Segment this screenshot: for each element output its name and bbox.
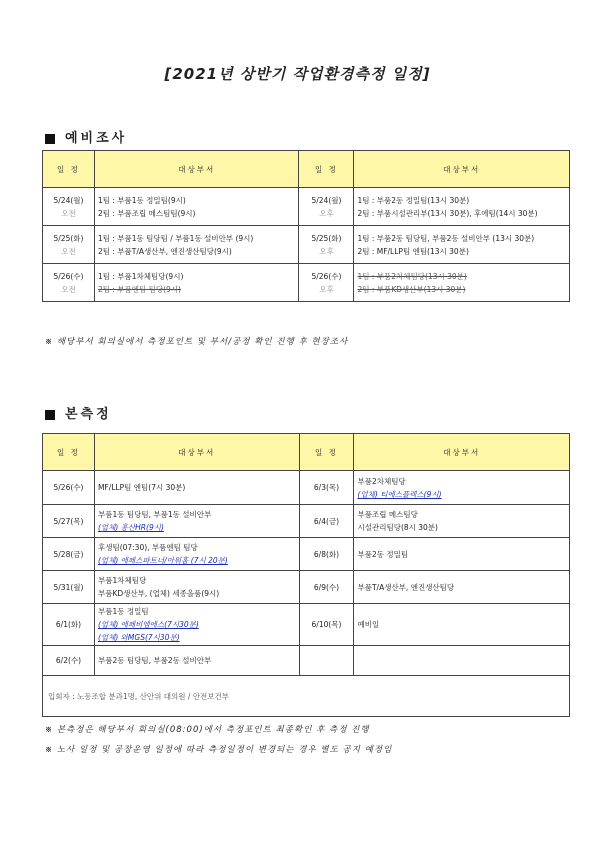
table-row bbox=[43, 604, 570, 646]
section-main-survey bbox=[45, 403, 112, 422]
table-row bbox=[43, 646, 570, 676]
dept-line: 후생팀(07:30), 부품엔팀 팀당 bbox=[97, 543, 198, 552]
dept-line: 부품2동 팀당팀, 부품2동 설비안부 bbox=[97, 656, 212, 665]
dept-line-vendor: (업체) 티에스플렉스(9시) bbox=[357, 489, 442, 499]
date-cell: 5/26(수) bbox=[311, 271, 342, 281]
note-pre-survey: ※ 해당부서 회의실에서 측정포인트 및 부서/공정 확인 진행 후 현장조사 bbox=[45, 337, 349, 347]
table-row bbox=[43, 571, 570, 604]
period-cell: 오후 bbox=[319, 284, 334, 294]
table-row bbox=[43, 505, 570, 538]
attendees-cell: 입회자 : 노동조합 분과1명, 산안위 대의원 / 안전보건부 bbox=[43, 676, 570, 717]
period-cell: 오전 bbox=[61, 284, 76, 294]
section-pre-survey-label: 예비조사 bbox=[65, 131, 128, 146]
period-cell: 오전 bbox=[61, 246, 76, 256]
header-dept-1: 대상부서 bbox=[94, 434, 299, 471]
date-cell: 6/8(화) bbox=[299, 538, 354, 571]
date-cell: 5/26(수) bbox=[53, 271, 84, 281]
date-cell: 5/28(금) bbox=[43, 538, 95, 571]
main-survey-table bbox=[42, 433, 570, 717]
period-cell: 오전 bbox=[61, 208, 76, 218]
table-row bbox=[43, 471, 570, 505]
dept-line-vendor: (업체) 에페스파트너/아워홈 (7시 20분) bbox=[97, 556, 228, 565]
dept-line: 2팀 : MF/LLP팀 엔팀(13시 30분) bbox=[357, 246, 469, 256]
attendees-row bbox=[43, 676, 570, 717]
dept-line: 1팀 : 부품1차체팀당(9시) bbox=[97, 271, 184, 281]
header-date-2: 일 정 bbox=[299, 434, 354, 471]
table-row bbox=[43, 538, 570, 571]
period-cell: 오후 bbox=[319, 208, 334, 218]
date-cell: 5/25(화) bbox=[53, 233, 84, 243]
dept-line-vendor: (업체) 홍산HR(9시) bbox=[97, 523, 164, 532]
note-schedule-change: ※ 노사 일정 및 공장운영 일정에 따라 측정일정이 변경되는 경우 별도 공지 예정임 bbox=[45, 745, 393, 755]
dept-line: 2팀 : 부품KD생산부(13시 30분) bbox=[357, 284, 466, 294]
dept-line: 부품1동 정밀팀 bbox=[97, 607, 149, 616]
date-cell: 5/24(월) bbox=[53, 195, 84, 205]
dept-line: 부품T/A생산부, 엔진생산팀당 bbox=[357, 582, 455, 592]
table-row bbox=[43, 226, 570, 264]
dept-line: 예비일 bbox=[357, 620, 380, 629]
dept-line-vendor: (업체) 와MGS(7시30분) bbox=[97, 633, 180, 642]
table-header-row bbox=[43, 434, 570, 471]
header-date-2: 일 정 bbox=[299, 151, 354, 188]
header-date-1: 일 정 bbox=[43, 434, 95, 471]
section-main-survey-label: 본측정 bbox=[65, 407, 112, 422]
note-main-survey: ※ 본측정은 해당부서 회의실(08:00)에서 측정포인트 최종확인 후 측정 진행 bbox=[45, 725, 370, 735]
dept-line-vendor: (업체) 에페비엠에스(7시30분) bbox=[97, 620, 199, 629]
dept-line: 1팀 : 부품2동 팀당팀, 부품2동 설비안부 (13시 30분) bbox=[357, 233, 535, 243]
pre-survey-table bbox=[42, 150, 570, 302]
dept-line bbox=[354, 646, 570, 676]
dept-line: MF/LLP팀 엔팀(7시 30분) bbox=[97, 483, 186, 492]
dept-line: 부품2동 정밀팀 bbox=[357, 549, 409, 559]
dept-line: 2팀 : 부품T/A생산부, 엔진생산팀당(9시) bbox=[97, 246, 232, 256]
dept-line: 2팀 : 부품조립 메스팀팀(9시) bbox=[97, 208, 196, 218]
header-dept-1: 대상부서 bbox=[94, 151, 299, 188]
page-title: [2021년 상반기 작업환경측정 일정] bbox=[164, 65, 431, 83]
date-cell: 6/9(수) bbox=[299, 571, 354, 604]
square-bullet-icon bbox=[45, 134, 55, 144]
header-dept-2: 대상부서 bbox=[354, 434, 570, 471]
table-header-row bbox=[43, 151, 570, 188]
period-cell: 오후 bbox=[319, 246, 334, 256]
dept-line: 시설관리팀당(8시 30분) bbox=[357, 523, 438, 532]
date-cell: 5/26(수) bbox=[43, 471, 95, 505]
date-cell: 5/25(화) bbox=[311, 233, 342, 243]
dept-line: 부품KD생산부, (업체) 세종올품(9시) bbox=[97, 589, 220, 598]
header-date-1: 일 정 bbox=[43, 151, 95, 188]
date-cell: 5/27(목) bbox=[43, 505, 95, 538]
date-cell: 6/3(목) bbox=[299, 471, 354, 505]
dept-line: 부품조립 메스팀당 bbox=[357, 510, 418, 519]
dept-line: 부품1동 팀당팀, 부품1동 설비안부 bbox=[97, 510, 212, 519]
date-cell: 6/10(목) bbox=[299, 604, 354, 646]
dept-line: 부품1차체팀당 bbox=[97, 576, 147, 585]
dept-line: 1팀 : 부품1동 정밀팀(9시) bbox=[97, 195, 186, 205]
date-cell: 6/4(금) bbox=[299, 505, 354, 538]
table-row bbox=[43, 188, 570, 226]
date-cell: 5/24(월) bbox=[311, 195, 342, 205]
header-dept-2: 대상부서 bbox=[354, 151, 570, 188]
dept-line: 1팀 : 부품2동 정밀팀(13시 30분) bbox=[357, 195, 470, 205]
dept-line: 2팀 : 부품엔팀 팀당(9시) bbox=[97, 284, 181, 294]
date-cell: 6/2(수) bbox=[43, 646, 95, 676]
section-pre-survey bbox=[45, 127, 127, 146]
dept-line: 1팀 : 부품2차체팀당(13시 30분) bbox=[357, 271, 467, 281]
date-cell bbox=[299, 646, 354, 676]
date-cell: 6/1(화) bbox=[43, 604, 95, 646]
square-bullet-icon bbox=[45, 410, 55, 420]
table-row bbox=[43, 264, 570, 302]
dept-line: 부품2차체팀당 bbox=[357, 476, 406, 486]
dept-line: 1팀 : 부품1동 팀당팀 / 부품1동 설비안부 (9시) bbox=[97, 233, 254, 243]
date-cell: 5/31(월) bbox=[43, 571, 95, 604]
dept-line: 2팀 : 부품시설관리부(13시 30분), 후에팀(14시 30분) bbox=[357, 208, 538, 218]
